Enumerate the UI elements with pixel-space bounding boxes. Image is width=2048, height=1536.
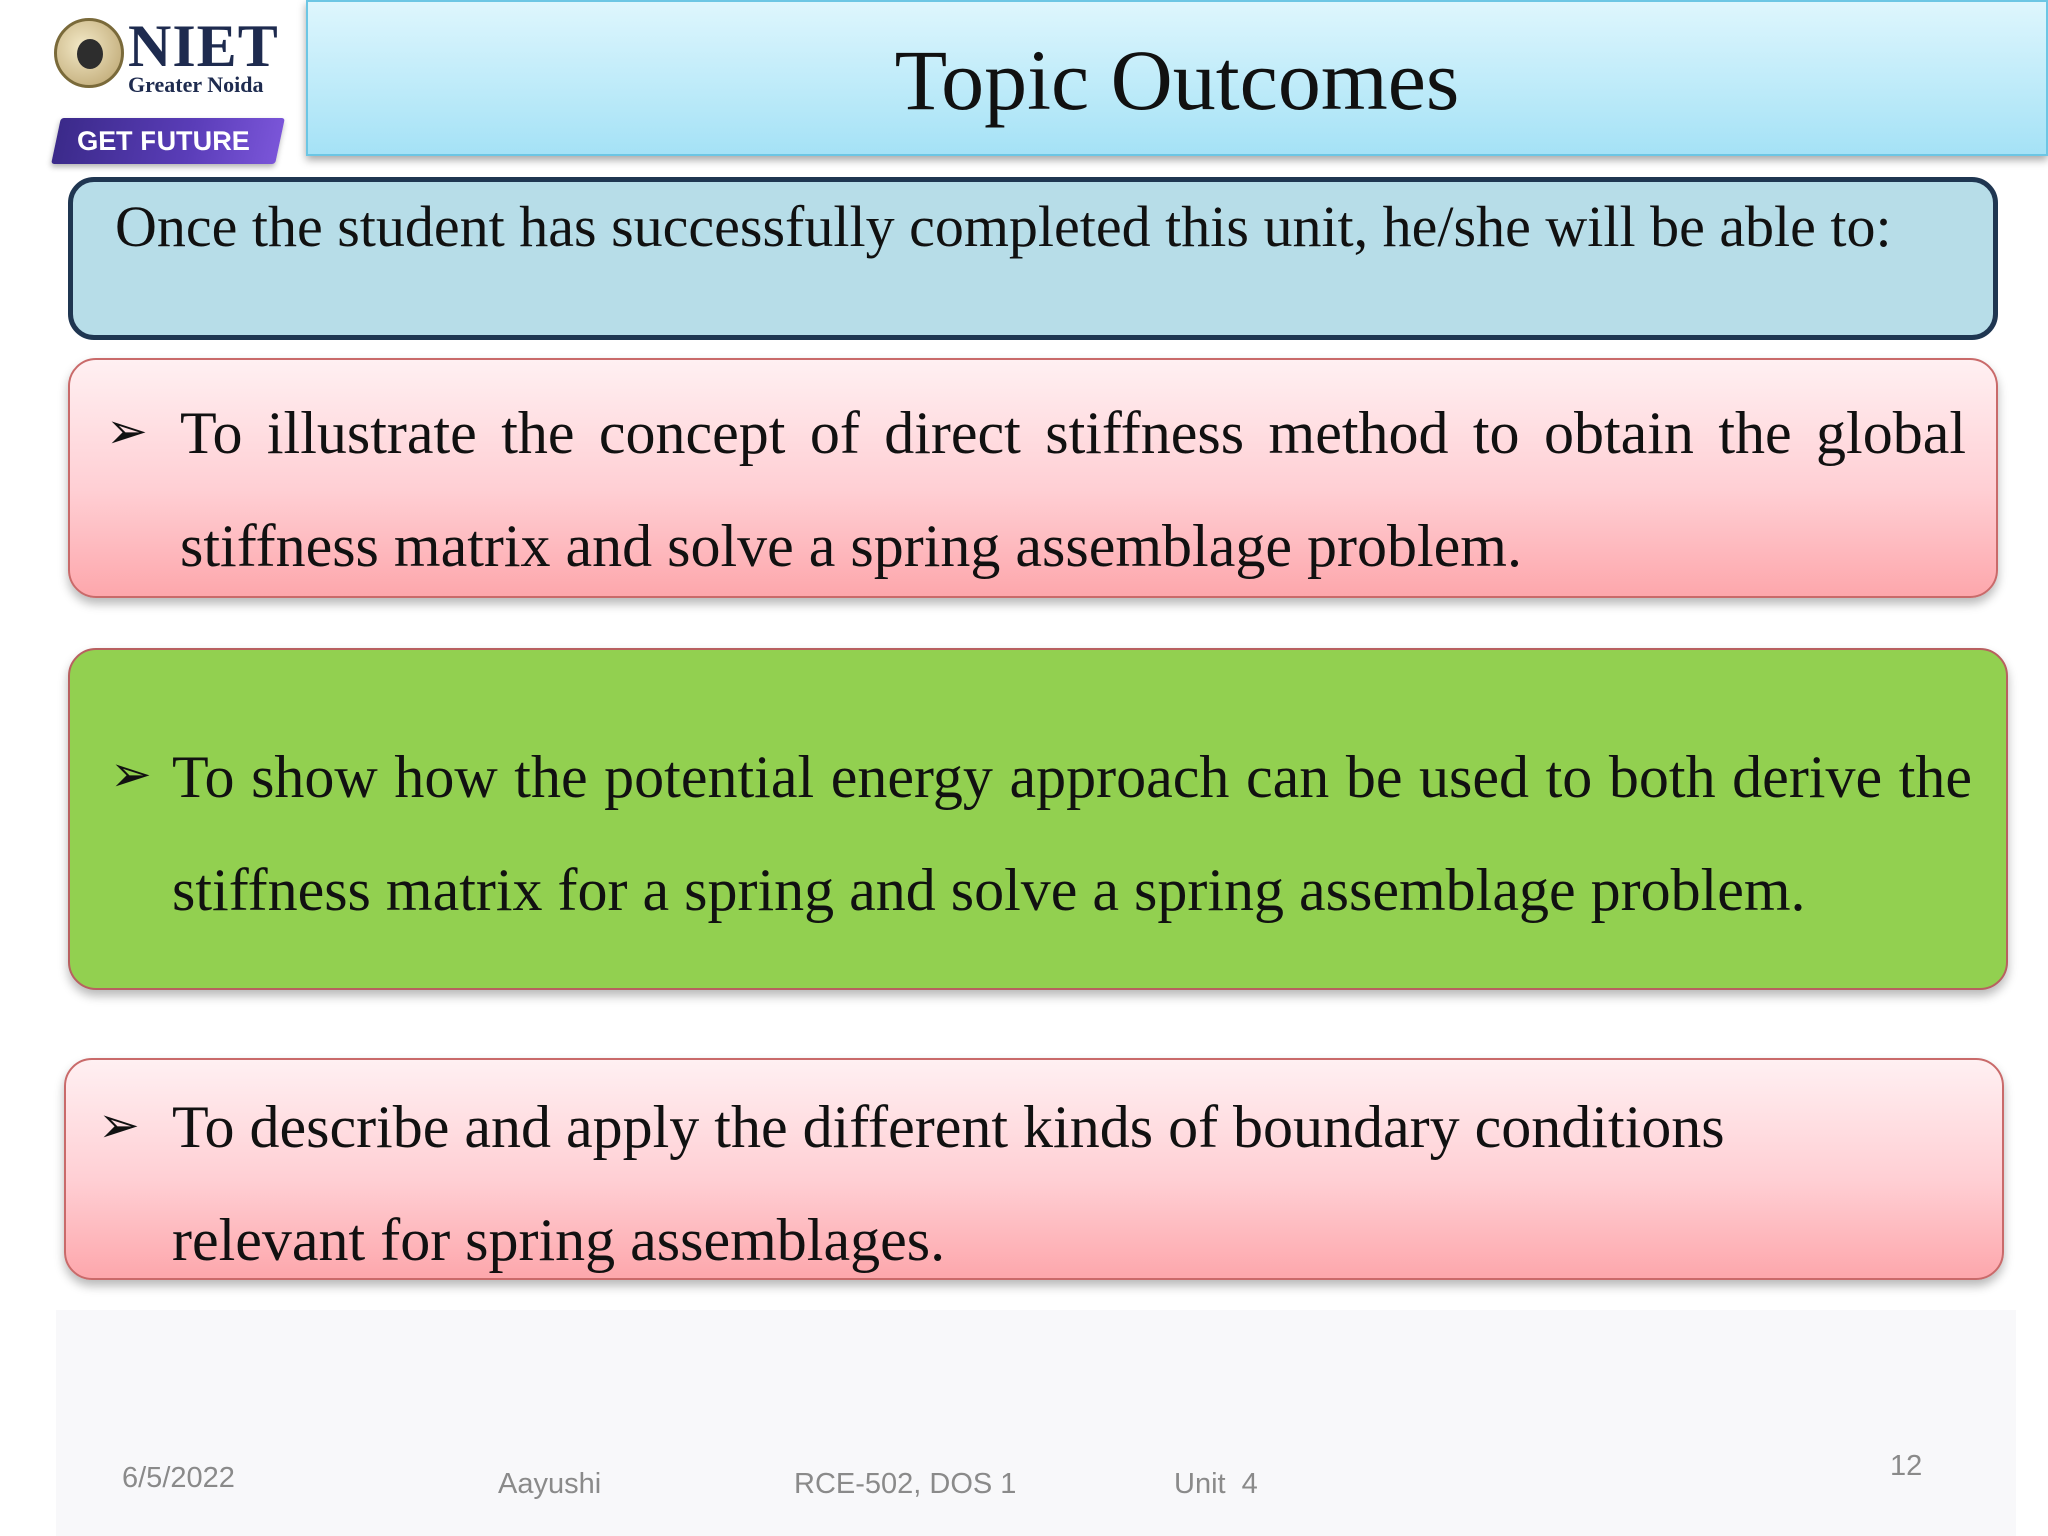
outcome-box-1: [68, 358, 1998, 598]
intro-text: Once the student has successfully completed this unit, he/she will be able to:: [115, 194, 1892, 259]
outcome-text-2: To show how the potential energy approach can be used to both derive the stiffness matrix for a spring and solve a spring assemblage problem.: [172, 744, 1972, 923]
arrow-bullet-icon: ➢: [106, 402, 148, 460]
slide-background: [56, 1310, 2016, 1536]
institution-seal-icon: [54, 18, 124, 88]
logo-name: NIET: [128, 13, 279, 79]
arrow-bullet-icon: ➢: [98, 1096, 140, 1154]
slide-title: Topic Outcomes: [894, 32, 1460, 128]
logo-tagline-banner: [51, 118, 285, 164]
niet-logo: [48, 10, 288, 170]
title-bar: [306, 0, 2048, 156]
intro-box: [68, 177, 1998, 340]
footer-unit: Unit 4: [1174, 1468, 1258, 1500]
outcome-text-1: To illustrate the concept of direct stiffness method to obtain the global stiffness matrix and solve a spring assemblage problem.: [180, 400, 1966, 579]
page-number: 12: [1890, 1450, 1923, 1482]
arrow-bullet-icon: ➢: [110, 745, 152, 803]
footer-course: RCE-502, DOS 1: [794, 1468, 1017, 1500]
footer-author: Aayushi: [498, 1468, 602, 1500]
footer-date: 6/5/2022: [122, 1462, 235, 1494]
outcome-box-3: [64, 1058, 2004, 1280]
logo-subtitle: Greater Noida: [128, 72, 264, 97]
logo-tagline-main: GET FUTURE: [73, 126, 253, 156]
outcome-box-2: [68, 648, 2008, 990]
outcome-text-3: To describe and apply the different kinds of boundary conditions relevant for spring assemblages.: [172, 1094, 1725, 1273]
